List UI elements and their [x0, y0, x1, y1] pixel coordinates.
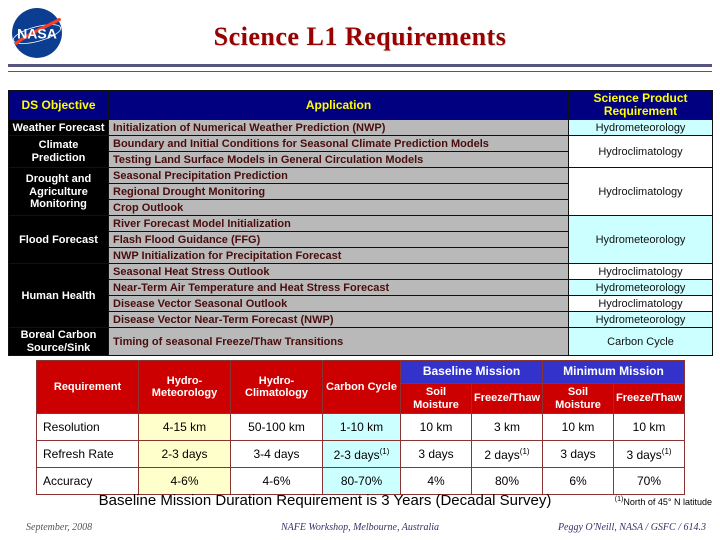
row-label: Resolution: [37, 414, 139, 441]
value-cell: 3 days: [401, 441, 472, 468]
application-table: [8, 90, 713, 356]
table-row: [9, 264, 713, 280]
table-row: [37, 441, 685, 468]
col-header-baseline-mission: Baseline Mission: [401, 361, 543, 384]
objective-cell: Boreal Carbon Source/Sink: [9, 328, 109, 356]
table-row: [9, 216, 713, 232]
value-cell: 3 km: [472, 414, 543, 441]
table-row: [9, 280, 713, 296]
product-cell: Hydrometeorology: [569, 312, 713, 328]
value-cell: 3 days$^{(1)}$: [614, 441, 685, 468]
col-header-requirement: Requirement: [37, 361, 139, 414]
product-cell: Hydrometeorology: [569, 216, 713, 264]
application-cell: Regional Drought Monitoring: [109, 184, 569, 200]
table-row: [37, 414, 685, 441]
value-cell: 1-10 km: [323, 414, 401, 441]
col-header-minimum-mission: Minimum Mission: [543, 361, 685, 384]
value-cell: 80%: [472, 468, 543, 495]
table-row: [9, 328, 713, 356]
slide-footer: [0, 522, 720, 538]
value-cell: 10 km: [614, 414, 685, 441]
app-table-header-row: [9, 91, 713, 120]
application-cell: Seasonal Precipitation Prediction: [109, 168, 569, 184]
application-cell: Initialization of Numerical Weather Prediction (NWP): [109, 120, 569, 136]
value-cell: 2-3 days$^{(1)}$: [323, 441, 401, 468]
value-cell: 50-100 km: [231, 414, 323, 441]
application-cell: Crop Outlook: [109, 200, 569, 216]
application-cell: Flash Flood Guidance (FFG): [109, 232, 569, 248]
product-cell: Hydrometeorology: [569, 280, 713, 296]
application-cell: Testing Land Surface Models in General Circulation Models: [109, 152, 569, 168]
application-cell: Disease Vector Seasonal Outlook: [109, 296, 569, 312]
application-cell: Timing of seasonal Freeze/Thaw Transitions: [109, 328, 569, 356]
application-cell: Seasonal Heat Stress Outlook: [109, 264, 569, 280]
objective-cell: Weather Forecast: [9, 120, 109, 136]
col-header-baseline-freeze-thaw: Freeze/Thaw: [472, 384, 543, 414]
application-cell: NWP Initialization for Precipitation Forecast: [109, 248, 569, 264]
value-cell: 4%: [401, 468, 472, 495]
col-header-hydroclimatology: Hydro-Climatology: [231, 361, 323, 414]
row-label: Refresh Rate: [37, 441, 139, 468]
product-cell: Carbon Cycle: [569, 328, 713, 356]
value-cell: 4-15 km: [139, 414, 231, 441]
value-cell: 2-3 days: [139, 441, 231, 468]
value-cell: 70%: [614, 468, 685, 495]
row-label: Accuracy: [37, 468, 139, 495]
value-cell: 4-6%: [231, 468, 323, 495]
product-cell: Hydroclimatology: [569, 168, 713, 216]
col-header-hydrometeorology: Hydro-Meteorology: [139, 361, 231, 414]
value-cell: 2 days$^{(1)}$: [472, 441, 543, 468]
col-header-ds-objective: DS Objective: [9, 91, 109, 120]
objective-cell: Drought and Agriculture Monitoring: [9, 168, 109, 216]
col-header-science-product: Science Product Requirement: [569, 91, 713, 120]
col-header-application: Application: [109, 91, 569, 120]
footnote: [615, 496, 712, 507]
table-row: [9, 312, 713, 328]
product-cell: Hydroclimatology: [569, 264, 713, 280]
footnote-text: North of 45° N latitude: [623, 497, 712, 507]
footer-venue: NAFE Workshop, Melbourne, Australia: [280, 522, 440, 533]
application-cell: River Forecast Model Initialization: [109, 216, 569, 232]
application-cell: Boundary and Initial Conditions for Seasonal Climate Prediction Models: [109, 136, 569, 152]
value-cell: 3-4 days: [231, 441, 323, 468]
value-cell: 3 days: [543, 441, 614, 468]
col-header-baseline-soil-moisture: Soil Moisture: [401, 384, 472, 414]
req-table-header-row-1: [37, 361, 685, 384]
col-header-carbon-cycle: Carbon Cycle: [323, 361, 401, 414]
value-cell: 6%: [543, 468, 614, 495]
table-row: [9, 168, 713, 184]
footer-author: Peggy O'Neill, NASA / GSFC / 614.3: [557, 522, 706, 533]
product-cell: Hydroclimatology: [569, 296, 713, 312]
value-cell: 4-6%: [139, 468, 231, 495]
objective-cell: Human Health: [9, 264, 109, 328]
requirements-table: [36, 360, 685, 495]
table-row: [9, 120, 713, 136]
baseline-duration-statement: Baseline Mission Duration Requirement is 3 Years (Decadal Survey): [98, 492, 552, 509]
application-cell: Near-Term Air Temperature and Heat Stress Forecast: [109, 280, 569, 296]
product-cell: Hydroclimatology: [569, 136, 713, 168]
objective-cell: Flood Forecast: [9, 216, 109, 264]
application-cell: Disease Vector Near-Term Forecast (NWP): [109, 312, 569, 328]
footer-date: September, 2008: [26, 522, 93, 533]
value-cell: 10 km: [401, 414, 472, 441]
product-cell: Hydrometeorology: [569, 120, 713, 136]
objective-cell: Climate Prediction: [9, 136, 109, 168]
value-cell: 80-70%: [323, 468, 401, 495]
col-header-minimum-freeze-thaw: Freeze/Thaw: [614, 384, 685, 414]
title-divider: [8, 64, 712, 72]
table-row: [37, 468, 685, 495]
col-header-minimum-soil-moisture: Soil Moisture: [543, 384, 614, 414]
value-cell: 10 km: [543, 414, 614, 441]
page-title: Science L1 Requirements: [213, 22, 507, 51]
footnote-marker: (1): [614, 496, 624, 503]
nasa-logo-text: NASA: [17, 25, 57, 42]
table-row: [9, 136, 713, 152]
table-row: [9, 296, 713, 312]
